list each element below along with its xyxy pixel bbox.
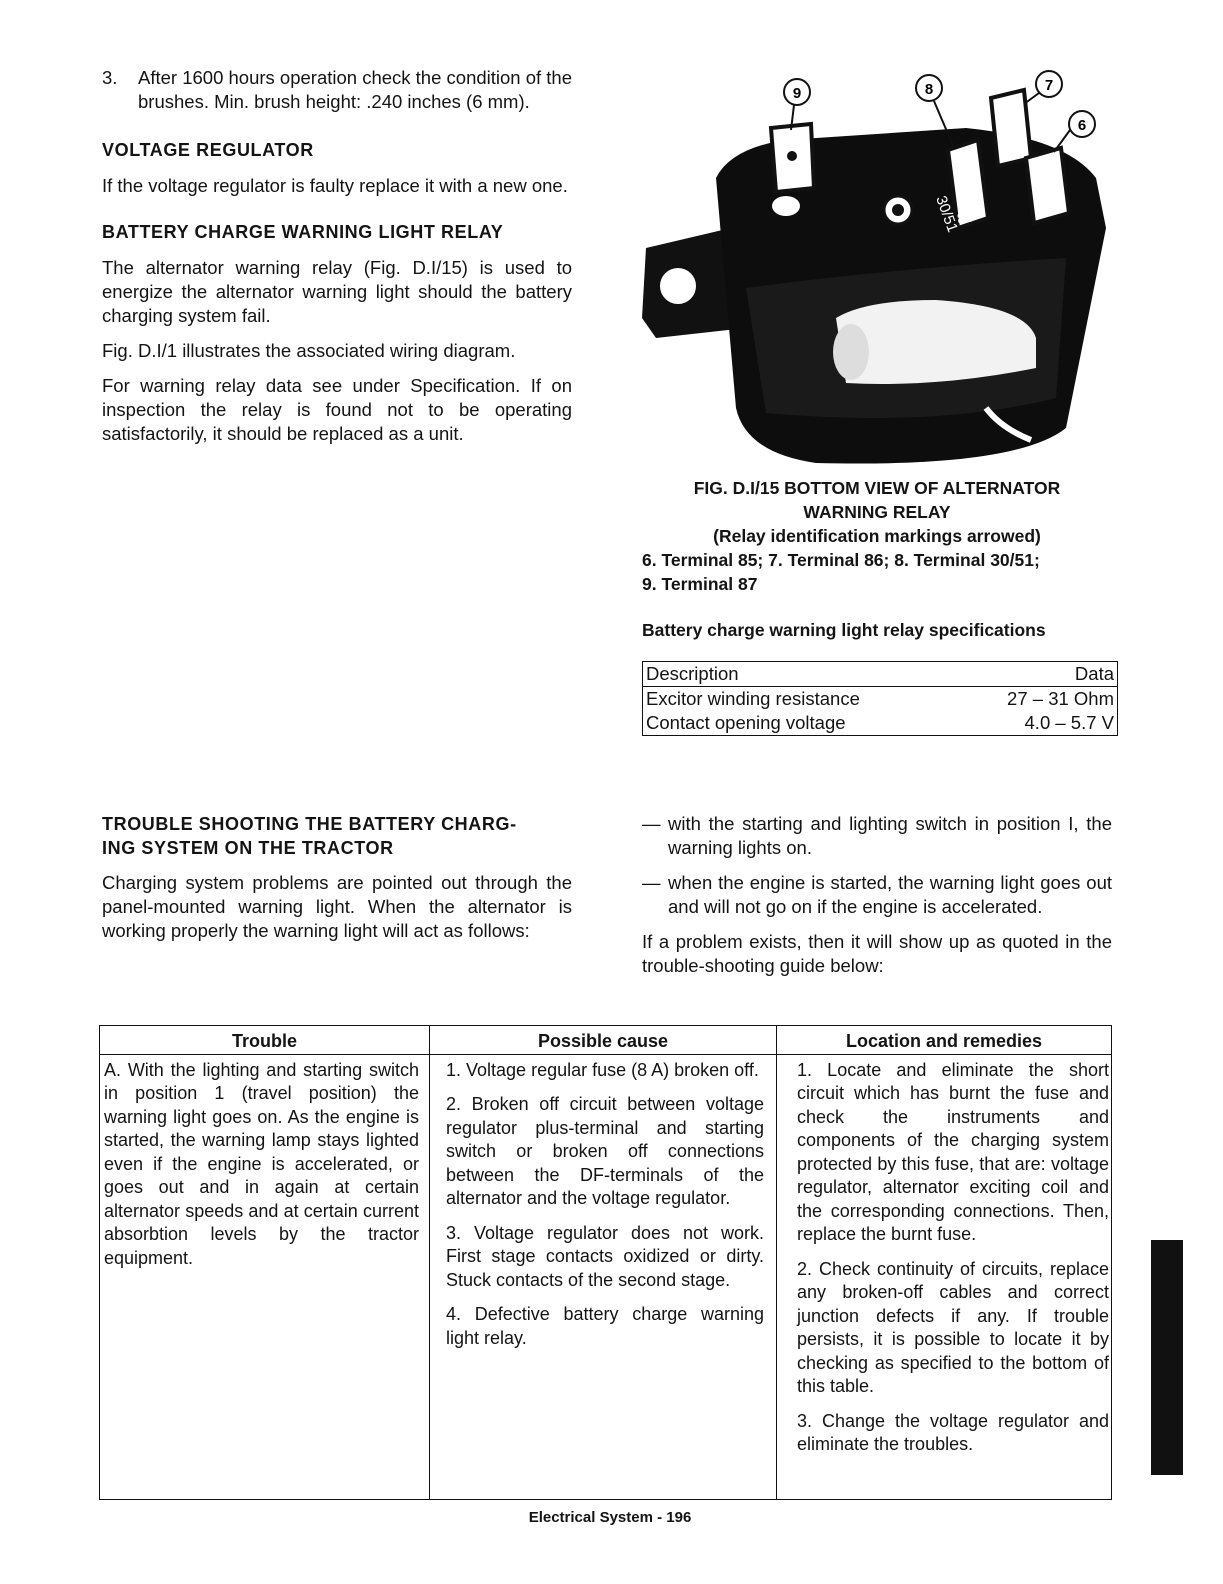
spec-header-row [643, 662, 1118, 687]
header-possible-cause: Possible cause [430, 1026, 777, 1055]
troubleshooting-heading-1: TROUBLE SHOOTING THE BATTERY CHARG- [102, 814, 517, 834]
spec-cell: 27 – 31 Ohm [1007, 688, 1114, 709]
trouble-row [100, 1054, 1112, 1499]
relay-illustration [636, 68, 1114, 468]
trouble-cell [100, 1054, 430, 1499]
spec-table [642, 661, 1118, 736]
section-edge-tab [1151, 1240, 1183, 1475]
bracket-hole [658, 266, 698, 306]
trouble-header-row [100, 1026, 1112, 1055]
remedy-item: 2. Check continuity of circuits, replace any broken-off cables and correct junction defects if any. If trouble persists, it is possible to locate it by checking as specified to the bottom of this table. [797, 1258, 1109, 1396]
behaviour-item [642, 871, 1112, 919]
left-column [102, 66, 572, 446]
cause-item: 3. Voltage regulator does not work. First stage contacts oxidized or dirty. Stuck contacts of the second stage. [446, 1222, 764, 1290]
header-location-remedies: Location and remedies [777, 1026, 1112, 1055]
troubleshooting-intro-text: Charging system problems are pointed out through the panel-mounted warning light. When the alternator is working properly the warning light will act as follows: [102, 872, 572, 941]
caption-line-2: WARNING RELAY [803, 502, 951, 522]
relay-figure [636, 68, 1114, 468]
spec-cell: Contact opening voltage [646, 712, 846, 733]
caption-legend-1: 6. Terminal 85; 7. Terminal 86; 8. Terminal 30/51; [642, 550, 1040, 570]
cause-item: 1. Voltage regular fuse (8 A) broken off. [446, 1059, 759, 1080]
voltage-regulator-text: If the voltage regulator is faulty replace it with a new one. [102, 175, 568, 196]
relay-paragraph-3: For warning relay data see under Specification. If on inspection the relay is found not to be operating satisfactorily, it should be replaced as a unit. [102, 375, 572, 444]
troubleshooting-heading-2: ING SYSTEM ON THE TRACTOR [102, 838, 394, 858]
spec-header-description: Description [643, 662, 957, 687]
remedy-item: 1. Locate and eliminate the short circuit which has burnt the fuse and check the instruments and components of the charging system protected by this fuse, that are: voltage regulator, alternator exciting coil and the corresponding connections. Then, replace the burnt fuse. [797, 1059, 1109, 1244]
brush-check-item [102, 66, 572, 114]
spec-row [643, 711, 1118, 736]
spec-section [642, 618, 1118, 736]
callout-9: 9 [792, 85, 802, 102]
cause-cell [430, 1054, 777, 1499]
terminal-86 [991, 90, 1031, 166]
relay-paragraph-2: Fig. D.I/1 illustrates the associated wiring diagram. [102, 340, 516, 361]
dash-mark: — [642, 872, 661, 893]
callout-6: 6 [1077, 117, 1087, 134]
dash-mark: — [642, 813, 661, 834]
behaviour-text: when the engine is started, the warning light goes out and will not go on if the engine is accelerated. [668, 872, 1112, 917]
item-text: After 1600 hours operation check the condition of the brushes. Min. brush height: .240 inches (6 mm). [138, 67, 573, 112]
header-trouble: Trouble [100, 1026, 430, 1055]
behaviour-item [642, 812, 1112, 860]
caption-sub: (Relay identification markings arrowed) [713, 526, 1041, 546]
relay-heading: BATTERY CHARGE WARNING LIGHT RELAY [102, 222, 504, 242]
item-number: 3. [102, 67, 118, 88]
callout-7: 7 [1044, 77, 1054, 94]
spec-table-title: Battery charge warning light relay specifications [642, 620, 1046, 640]
caption-line-1: FIG. D.I/15 BOTTOM VIEW OF ALTERNATOR [693, 478, 1061, 498]
troubleshooting-intro [102, 812, 572, 943]
voltage-regulator-heading: VOLTAGE REGULATOR [102, 140, 314, 160]
spec-cell: Excitor winding resistance [646, 688, 860, 709]
spec-cell: 4.0 – 5.7 V [1024, 712, 1114, 733]
page-footer [480, 1506, 740, 1530]
remedy-item: 3. Change the voltage regulator and eliminate the troubles. [797, 1410, 1109, 1454]
remedy-cell [777, 1054, 1112, 1499]
cause-item: 4. Defective battery charge warning light relay. [446, 1304, 764, 1348]
terminal-85 [1026, 148, 1069, 223]
trouble-text: A. With the lighting and starting switch in position 1 (travel position) the warning light goes on. As the engine is started, the warning lamp stays lighted even if the engine is accelerated, or goes out and in again at certain alternator speeds and at certain current absorbtion levels by the tractor equipment. [104, 1059, 419, 1268]
callout-8: 8 [924, 81, 934, 98]
caption-legend-2: 9. Terminal 87 [642, 574, 758, 594]
troubleshooting-behaviour [642, 812, 1112, 978]
footer-text: Electrical System - 196 [528, 1509, 692, 1526]
marking-85: 85 [955, 208, 976, 228]
figure-caption [642, 476, 1112, 596]
trouble-table [99, 1025, 1112, 1500]
spec-row [643, 687, 1118, 712]
troubleshooting-closing: If a problem exists, then it will show up as quoted in the trouble-shooting guide below: [642, 931, 1112, 976]
behaviour-text: with the starting and lighting switch in position I, the warning lights on. [668, 813, 1112, 858]
marking-30-51: 30/51 [932, 193, 962, 235]
spec-header-data: Data [956, 662, 1117, 687]
relay-paragraph-1: The alternator warning relay (Fig. D.I/15) is used to energize the alternator warning light should the battery charging system fail. [102, 257, 572, 326]
cause-item: 2. Broken off circuit between voltage regulator plus-terminal and starting switch or broken off connections between the DF-terminals of the alternator and the voltage regulator. [446, 1094, 764, 1208]
